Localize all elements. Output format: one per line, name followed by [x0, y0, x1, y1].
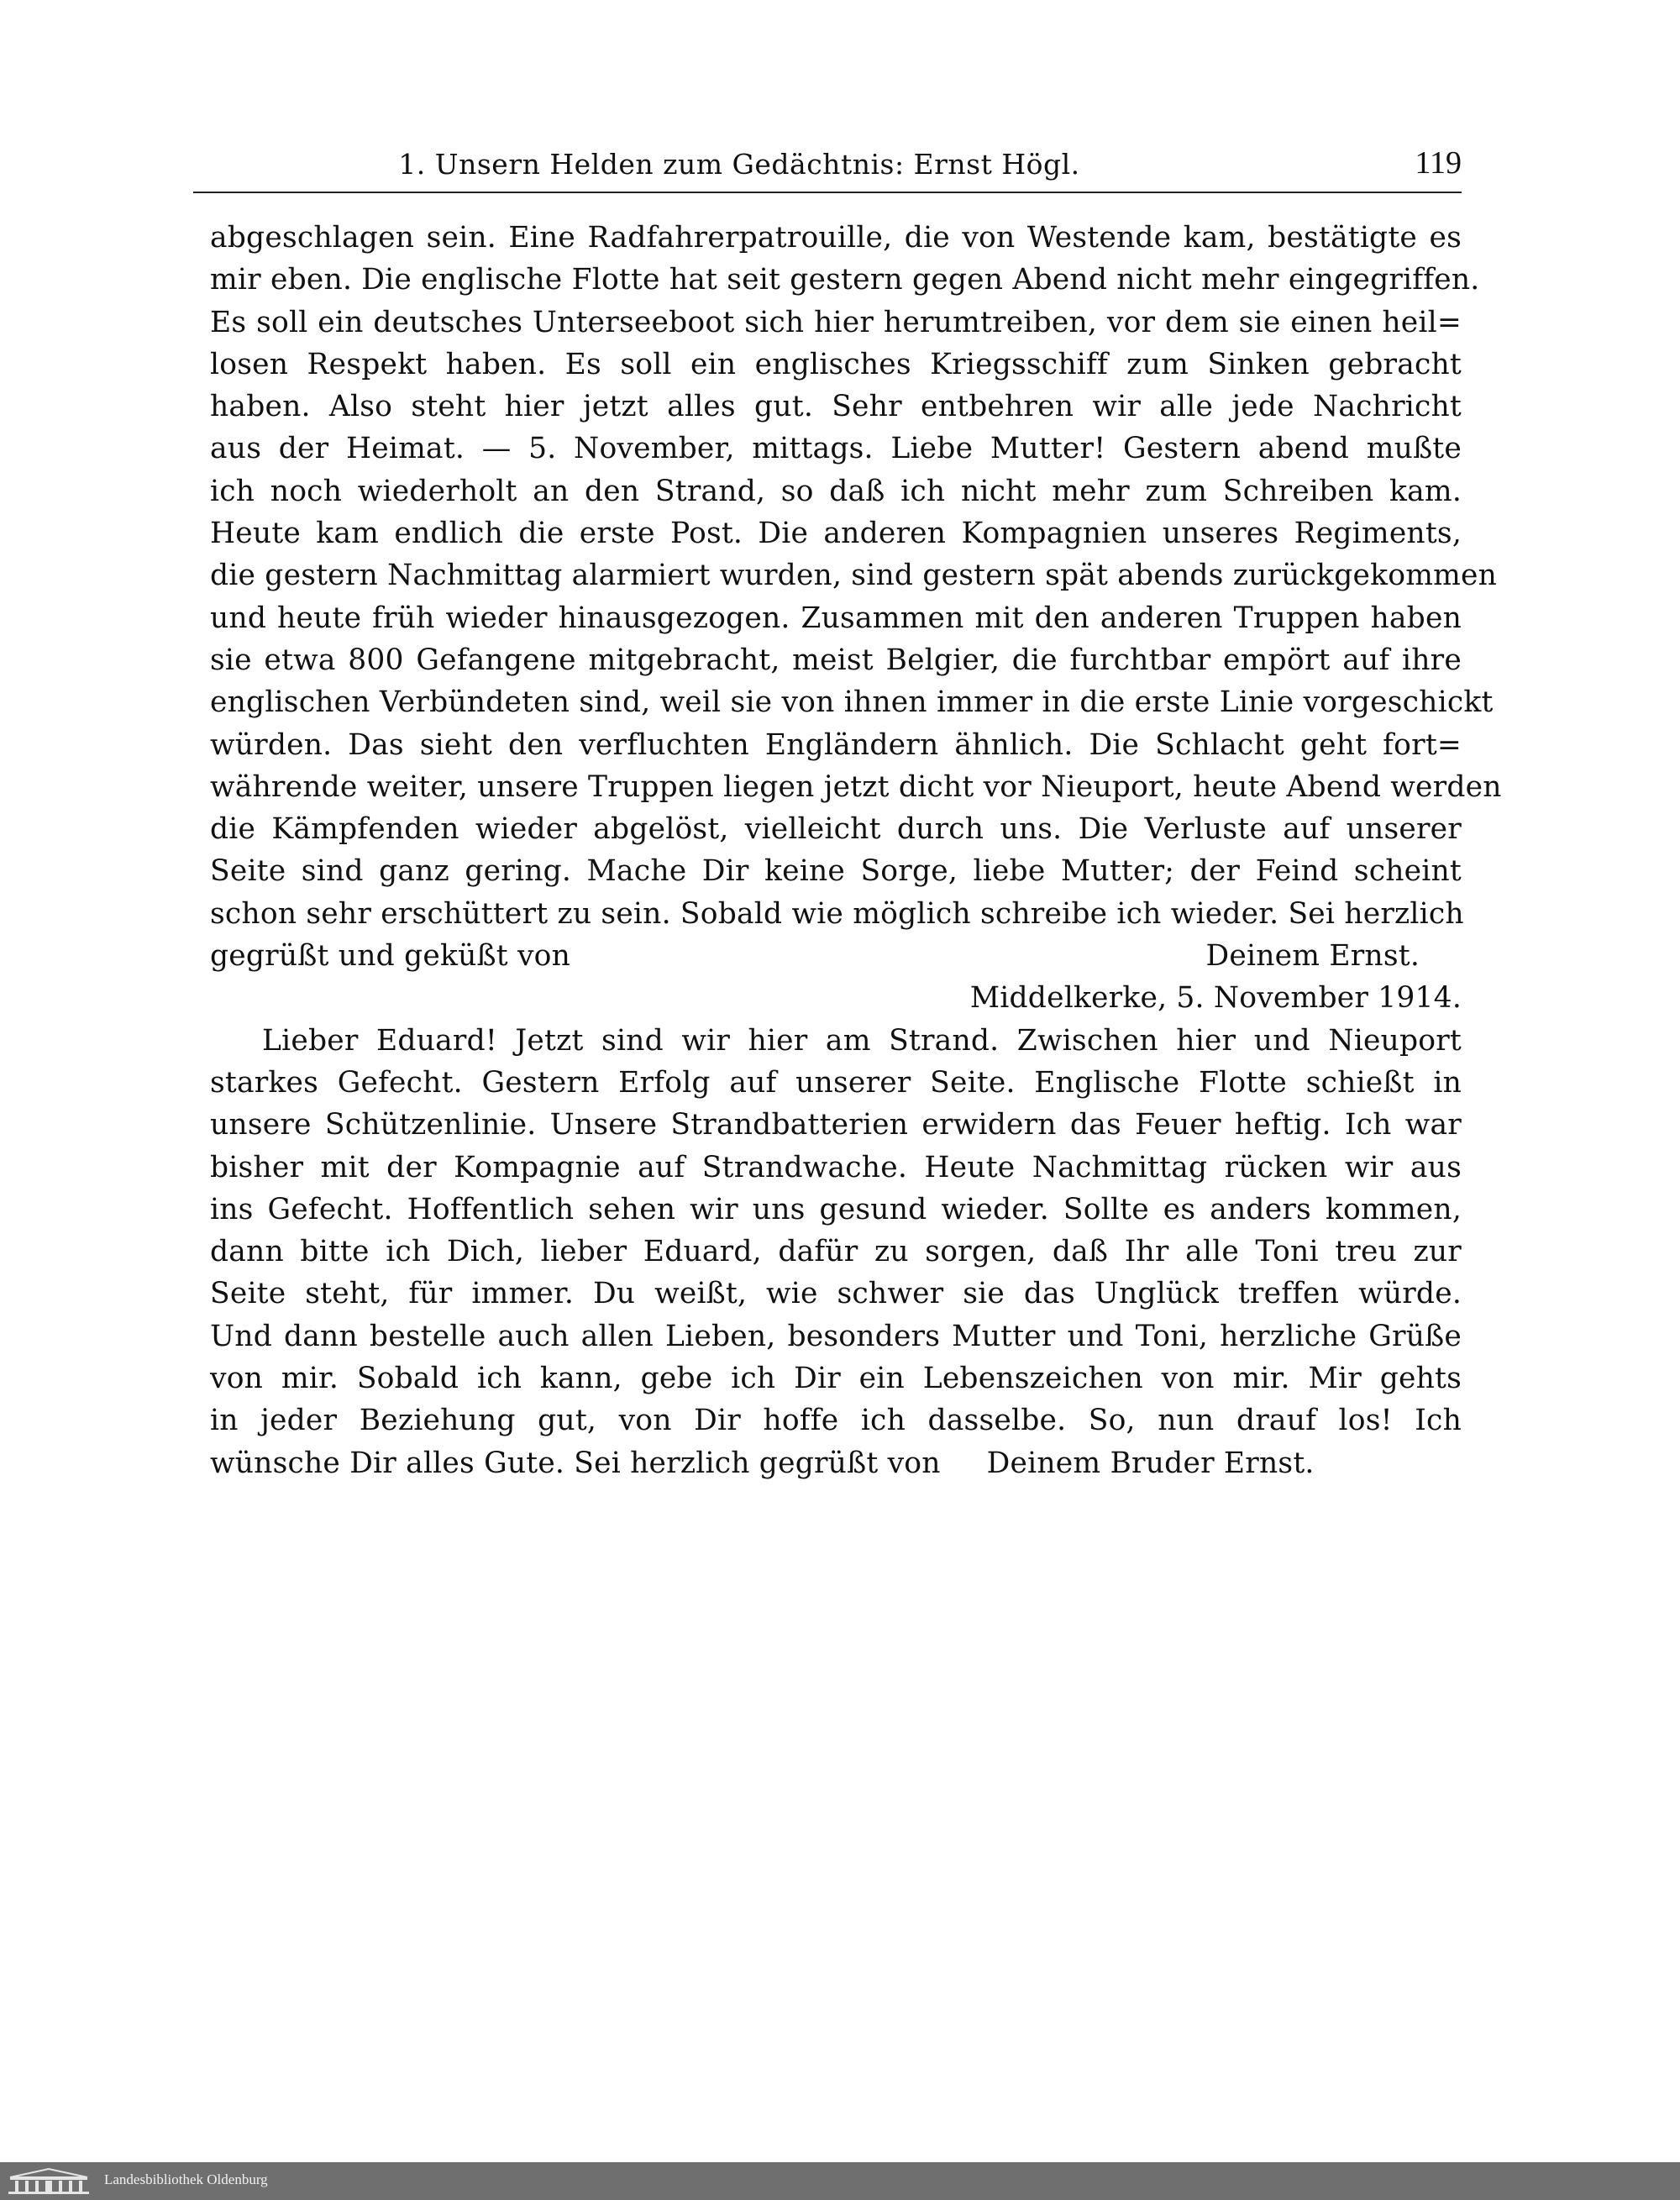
closing-text: wünsche Dir alles Gute. Sei herzlich gegrüßt von — [210, 1446, 941, 1480]
text-line: bisher mit der Kompagnie auf Strandwache. Heute Nachmittag rücken wir aus — [210, 1150, 1462, 1184]
text-line: die gestern Nachmittag alarmiert wurden, sind gestern spät abends zurückgekommen — [210, 559, 1498, 593]
text-line: Lieber Eduard! Jetzt sind wir hier am Strand. Zwischen hier und Nieuport — [262, 1023, 1462, 1058]
body-text — [210, 217, 1502, 1484]
closing-text: gegrüßt und geküßt von — [210, 939, 571, 974]
text-line: sie etwa 800 Gefangene mitgebracht, meist Belgier, die furchtbar empört auf ihre — [210, 643, 1462, 677]
text-line: haben. Also steht hier jetzt alles gut. Sehr entbehren wir alle jede Nachricht — [210, 390, 1462, 424]
text-line: aus der Heimat. — 5. November, mittags. Liebe Mutter! Gestern abend mußte — [210, 432, 1462, 466]
page-header — [193, 143, 1462, 190]
text-line: würden. Das sieht den verfluchten Engländern ähnlich. Die Schlacht geht fort= — [210, 727, 1462, 762]
text-line: unsere Schützenlinie. Unsere Strandbatterien erwidern das Feuer heftig. Ich war — [210, 1108, 1462, 1142]
text-line: ich noch wiederholt an den Strand, so daß ich nicht mehr zum Schreiben kam. — [210, 474, 1462, 508]
text-line: englischen Verbündeten sind, weil sie von ihnen immer in die erste Linie vorgeschickt — [210, 685, 1494, 720]
text-line: Heute kam endlich die erste Post. Die anderen Kompagnien unseres Regiments, — [210, 517, 1462, 551]
closing-line — [210, 935, 1462, 977]
dateline: Middelkerke, 5. November 1914. — [969, 981, 1462, 1016]
page-number: 119 — [1415, 145, 1462, 181]
text-line: und heute früh wieder hinausgezogen. Zusammen mit den anderen Truppen haben — [210, 601, 1462, 635]
closing-line — [210, 1442, 1462, 1484]
text-line: dann bitte ich Dich, lieber Eduard, dafür zu sorgen, daß Ihr alle Toni treu zur — [210, 1235, 1462, 1269]
text-line: die Kämpfenden wieder abgelöst, vielleicht durch uns. Die Verluste auf unserer — [210, 812, 1462, 847]
text-line: mir eben. Die englische Flotte hat seit gestern gegen Abend nicht mehr eingegriffen. — [210, 263, 1480, 297]
header-rule — [193, 192, 1462, 193]
library-building-icon — [7, 2167, 91, 2195]
signature: Deinem Bruder Ernst. — [986, 1446, 1315, 1480]
text-line: ins Gefecht. Hoffentlich sehen wir uns gesund wieder. Sollte es anders kommen, — [210, 1192, 1462, 1226]
text-line: Und dann bestelle auch allen Lieben, besonders Mutter und Toni, herzliche Grüße — [210, 1319, 1462, 1353]
text-line: währende weiter, unsere Truppen liegen jetzt dicht vor Nieuport, heute Abend werden — [210, 769, 1502, 804]
text-line: in jeder Beziehung gut, von Dir hoffe ich dasselbe. So, nun drauf los! Ich — [210, 1404, 1462, 1438]
footer-bar — [0, 2162, 1680, 2200]
library-name: Landesbibliothek Oldenburg — [104, 2171, 268, 2187]
signature: Deinem Ernst. — [1205, 939, 1420, 974]
text-line: abgeschlagen sein. Eine Radfahrerpatrouille, die von Westende kam, bestätigte es — [210, 221, 1462, 255]
text-line: von mir. Sobald ich kann, gebe ich Dir ein Lebenszeichen von mir. Mir gehts — [210, 1362, 1462, 1396]
text-line: Seite sind ganz gering. Mache Dir keine Sorge, liebe Mutter; der Feind scheint — [210, 854, 1462, 889]
text-line: Es soll ein deutsches Unterseeboot sich hier herumtreiben, vor dem sie einen heil= — [210, 305, 1462, 339]
text-line: schon sehr erschüttert zu sein. Sobald wie möglich schreibe ich wieder. Sei herzlich — [210, 896, 1464, 931]
text-line: Seite steht, für immer. Du weißt, wie schwer sie das Unglück treffen würde. — [210, 1277, 1462, 1311]
text-line: losen Respekt haben. Es soll ein englisches Kriegsschiff zum Sinken gebracht — [210, 347, 1462, 381]
text-line: starkes Gefecht. Gestern Erfolg auf unserer Seite. Englische Flotte schießt in — [210, 1065, 1462, 1100]
running-title: 1. Unsern Helden zum Gedächtnis: Ernst Högl. — [398, 148, 1080, 181]
